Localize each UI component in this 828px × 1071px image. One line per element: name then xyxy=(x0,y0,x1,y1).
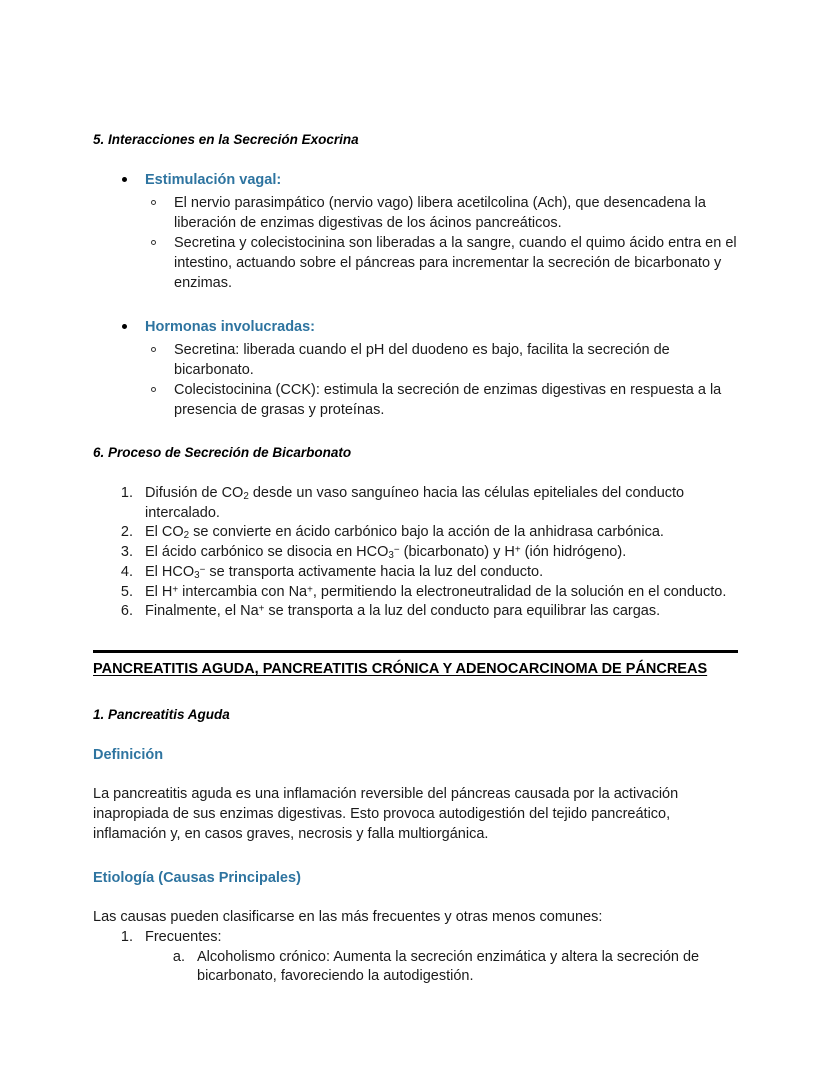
list-item xyxy=(93,523,738,543)
spacer xyxy=(93,724,738,746)
bullet-disc-icon xyxy=(122,177,127,182)
list-marker: a. xyxy=(172,948,185,965)
chemical-superscript: + xyxy=(307,583,313,595)
list-item xyxy=(93,602,738,622)
list-item xyxy=(145,234,738,293)
list-item xyxy=(93,583,738,603)
list-item-text: Alcoholismo crónico: Aumenta la secreción enzimática y altera la secreción de bicarbonato, favoreciendo la autodigestión. xyxy=(197,948,700,985)
list-item xyxy=(93,563,738,583)
pancreatitis-aguda-heading: 1. Pancreatitis Aguda xyxy=(93,706,230,722)
list-marker: 6. xyxy=(120,603,133,620)
document-content xyxy=(93,131,738,987)
list-item-text: El H+ intercambia con Na+, permitiendo la electroneutralidad de la solución en el conducto. xyxy=(145,583,727,600)
sub-list xyxy=(145,341,738,421)
list-item-text: Finalmente, el Na+ se transporta a la luz del conducto para equilibrar las cargas. xyxy=(145,603,661,620)
spacer xyxy=(93,462,738,484)
chemical-subscript: 2 xyxy=(243,491,249,503)
definicion-paragraph: La pancreatitis aguda es una inflamación reversible del páncreas causada por la activación inapropiada de sus enzimas digestivas. Esto provoca autodigestión del tejido pancreático, inflamación y, en casos graves, necrosis y falla multiorgánica. xyxy=(93,786,679,842)
list-item xyxy=(145,381,738,420)
bullet-label: Estimulación vagal: xyxy=(145,172,282,189)
spacer xyxy=(93,422,738,444)
bicarbonate-process-list xyxy=(93,484,738,622)
list-marker: 2. xyxy=(120,524,133,541)
list-item-text: Secretina: liberada cuando el pH del duodeno es bajo, facilita la secreción de bicarbonato. xyxy=(174,341,670,378)
spacer xyxy=(93,765,738,785)
title-rule-divider xyxy=(93,650,738,653)
list-marker: 5. xyxy=(120,583,133,600)
bullet-disc-icon xyxy=(122,324,127,329)
chemical-superscript: + xyxy=(514,544,521,556)
spacer xyxy=(93,149,738,171)
spacer xyxy=(93,845,738,869)
list-item-text: El $HCO_3^-$ se transporta activamente hacia la luz del conducto. xyxy=(145,563,544,582)
etiologia-intro-paragraph: Las causas pueden clasificarse en las más frecuentes y otras menos comunes: xyxy=(93,909,603,926)
list-item-text: El nervio parasimpático (nervio vago) libera acetilcolina (Ach), que desencadena la liberación de enzimas digestivas de los ácinos pancreáticos. xyxy=(174,194,706,231)
spacer xyxy=(93,680,738,706)
spacer xyxy=(93,888,738,908)
section-5-bullet-list xyxy=(93,171,738,421)
list-item-text: Secretina y colecistocinina son liberadas a la sangre, cuando el quimo ácido entra en el intestino, actuando sobre el páncreas para incrementar la secreción de bicarbonato y enzimas. xyxy=(174,235,737,291)
definicion-heading: Definición xyxy=(93,746,164,763)
list-item xyxy=(93,484,738,523)
etiologia-heading: Etiología (Causas Principales) xyxy=(93,869,301,886)
list-item-text: Colecistocinina (CCK): estimula la secreción de enzimas digestivas en respuesta a la presencia de grasas y proteínas. xyxy=(174,382,722,419)
etiologia-list xyxy=(93,928,738,987)
list-item xyxy=(145,341,738,380)
bullet-label: Hormonas involucradas: xyxy=(145,319,316,336)
chemical-superscript: + xyxy=(172,583,179,595)
bullet-group-estimulacion-vagal xyxy=(93,171,738,293)
list-item-text: El $CO_2$ se convierte en ácido carbónico bajo la acción de la anhidrasa carbónica. xyxy=(145,524,664,542)
spacer xyxy=(93,622,738,650)
list-item-text: El ácido carbónico se disocia en $HCO_3^-$ (bicarbonato) y H+ (ión hidrógeno). xyxy=(145,544,627,562)
etiologia-sub-list xyxy=(145,948,738,987)
hollow-circle-icon xyxy=(151,347,156,352)
chemical-subscript: 2 xyxy=(183,530,190,542)
list-marker: 4. xyxy=(120,563,133,580)
hollow-circle-icon xyxy=(151,200,156,205)
list-item xyxy=(145,194,738,233)
hollow-circle-icon xyxy=(151,387,156,392)
bullet-group-hormonas-involucradas xyxy=(93,318,738,420)
chemical-superscript: − xyxy=(393,544,400,556)
page-title: PANCREATITIS AGUDA, PANCREATITIS CRÓNICA Y ADENOCARCINOMA DE PÁNCREAS xyxy=(93,661,708,678)
hollow-circle-icon xyxy=(151,240,156,245)
section-5-heading: 5. Interacciones en la Secreción Exocrina xyxy=(93,132,359,147)
list-marker: 1. xyxy=(120,485,133,502)
list-marker: 3. xyxy=(120,544,133,561)
list-item-text: Frecuentes: xyxy=(145,928,222,945)
list-item xyxy=(145,948,738,987)
section-6-heading: 6. Proceso de Secreción de Bicarbonato xyxy=(93,444,352,460)
chemical-subscript: 3 xyxy=(194,570,200,582)
chemical-subscript: 3 xyxy=(388,550,394,562)
chemical-superscript: − xyxy=(199,564,206,576)
list-marker: 1. xyxy=(120,928,133,945)
list-item xyxy=(93,543,738,563)
sub-list xyxy=(145,194,738,294)
list-item xyxy=(93,928,738,987)
chemical-superscript: + xyxy=(258,603,265,615)
list-item-text: Difusión de $CO_2$ desde un vaso sanguíneo hacia las células epiteliales del conducto intercalado. xyxy=(145,485,685,521)
